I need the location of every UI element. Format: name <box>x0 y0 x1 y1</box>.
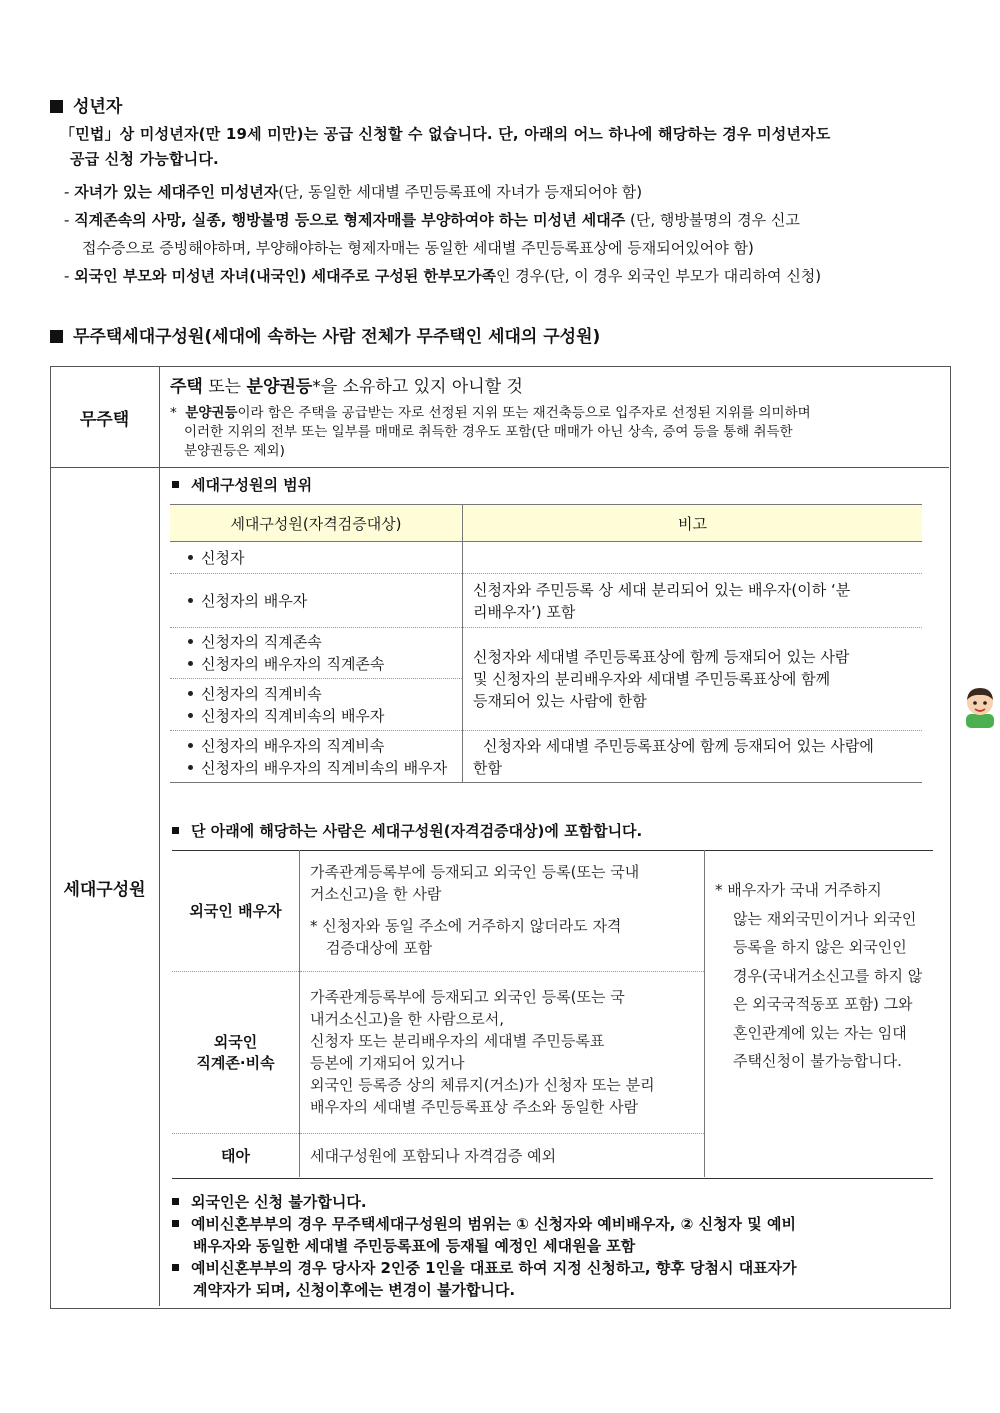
bullet-dot-icon <box>188 765 193 770</box>
bullet-dot-icon <box>188 555 193 560</box>
child-avatar-icon[interactable] <box>962 684 998 728</box>
minor-item-2: - 직계존속의 사망, 실종, 행방불명 등으로 형제자매를 부양하여야 하는 미성년 세대주 (단, 행방불명의 경우 신고 <box>64 211 800 229</box>
square-bullet-icon <box>172 827 179 834</box>
section-title-adult: 성년자 <box>50 92 122 117</box>
member-cell: 신청자의 배우자의 직계비속 신청자의 배우자의 직계비속의 배우자 <box>170 731 463 783</box>
main-table-row-divider <box>51 467 949 468</box>
intro-paragraph <box>60 122 960 172</box>
square-bullet-icon <box>50 330 63 343</box>
minor-item-1: - 자녀가 있는 세대주인 미성년자(단, 동일한 세대별 주민등록표에 자녀가 등재되어야 함) <box>64 183 643 201</box>
foreign-spouse-desc: 가족관계등록부에 등재되고 외국인 등록(또는 국내 거소신고)을 한 사람 * 신청자와 동일 주소에 거주하지 않더라도 자격 검증대상에 포함 <box>300 850 705 971</box>
note-1: 외국인은 신청 불가합니다. <box>172 1191 942 1213</box>
foreigner-table <box>172 850 933 1177</box>
square-bullet-icon <box>172 1264 179 1271</box>
note-2: 예비신혼부부의 경우 무주택세대구성원의 범위는 ① 신청자와 예비배우자, ② 신청자 및 예비 <box>172 1213 942 1235</box>
intro-line-2: 공급 신청 가능합니다. <box>70 150 219 168</box>
label-fetus: 태아 <box>172 1133 300 1177</box>
scope-title: 세대구성원의 범위 <box>172 474 312 495</box>
homeless-condition: 주택 또는 분양권등*을 소유하고 있지 아니할 것 <box>170 377 523 397</box>
row-label-homeless: 무주택 <box>50 367 160 467</box>
bullet-dot-icon <box>188 691 193 696</box>
member-cell: 신청자의 직계비속 신청자의 직계비속의 배우자 <box>170 679 463 731</box>
intro-line-1: 「민법」상 미성년자(만 19세 미만)는 공급 신청할 수 없습니다. 단, 아래의 어느 하나에 해당하는 경우 미성년자도 <box>60 125 831 143</box>
minor-item-2-cont: 접수증으로 증빙해야하며, 부양해야하는 형제자매는 동일한 세대별 주민등록표상에 등재되어있어야 함) <box>82 239 754 257</box>
bullet-dot-icon <box>188 661 193 666</box>
square-bullet-icon <box>172 481 179 488</box>
label-foreign-spouse: 외국인 배우자 <box>172 850 300 971</box>
minor-item-3: - 외국인 부모와 미성년 자녀(내국인) 세대주로 구성된 한부모가족인 경우(단, 이 경우 외국인 부모가 대리하여 신청) <box>64 267 822 285</box>
remark-cell: 신청자와 세대별 주민등록표상에 함께 등재되어 있는 사람 및 신청자의 분리배우자와 세대별 주민등록표상에 함께 등재되어 있는 사람에 한함 <box>463 628 923 731</box>
label-foreign-lineal: 외국인 직계존·비속 <box>172 971 300 1133</box>
remark-cell: 신청자와 주민등록 상 세대 분리되어 있는 배우자(이하 ‘분 리배우자’) 포함 <box>463 574 923 628</box>
header-remarks: 비고 <box>463 505 923 542</box>
final-notes: 외국인은 신청 불가합니다. 예비신혼부부의 경우 무주택세대구성원의 범위는 ① 신청자와 예비배우자, ② 신청자 및 예비 배우자와 동일한 세대별 주민등록표에 등재될 예정인 세대원을 포함 예비신혼부부의 경우 당사자 2인중 1인을 대표로 하여 지정 신청하고, 향후 당첨시 대표자가 계약자가 되며, 신청이후에는 변경이 불가합니다. <box>172 1191 942 1301</box>
include-title: 단 아래에 해당하는 사람은 세대구성원(자격검증대상)에 포함합니다. <box>172 820 642 841</box>
member-cell: 신청자의 배우자 <box>170 574 463 628</box>
row-label-household-member: 세대구성원 <box>50 468 160 1306</box>
remark-cell: 신청자와 세대별 주민등록표상에 함께 등재되어 있는 사람에 한함 <box>463 731 923 783</box>
bullet-dot-icon <box>188 598 193 603</box>
household-scope-table <box>170 504 922 783</box>
bullet-dot-icon <box>188 743 193 748</box>
presale-right-note: * 분양권등이라 함은 주택을 공급받는 자로 선정된 지위 또는 재건축등으로 입주자로 선정된 지위를 의미하며 이러한 지위의 전부 또는 일부를 매매로 취득한 경우도 포함(단 매매가 아닌 상속, 증여 등을 통해 취득한 분양권등은 제외) <box>170 405 811 459</box>
square-bullet-icon <box>172 1198 179 1205</box>
fetus-desc: 세대구성원에 포함되나 자격검증 예외 <box>300 1133 705 1177</box>
foreign-lineal-desc: 가족관계등록부에 등재되고 외국인 등록(또는 국 내거소신고)을 한 사람으로서, 신청자 또는 분리배우자의 세대별 주민등록표 등본에 기재되어 있거나 외국인 등록증 상의 체류지(거소)가 신청자 또는 분리 배우자의 세대별 주민등록표상 주소와 동일한 사람 <box>300 971 705 1133</box>
remark-cell-empty <box>463 542 923 574</box>
member-cell: 신청자의 직계존속 신청자의 배우자의 직계존속 <box>170 628 463 679</box>
table2-bottom-border <box>172 1178 933 1179</box>
note-3: 예비신혼부부의 경우 당사자 2인중 1인을 대표로 하여 지정 신청하고, 향후 당첨시 대표자가 <box>172 1257 942 1279</box>
square-bullet-icon <box>50 100 63 113</box>
header-member: 세대구성원(자격검증대상) <box>170 505 463 542</box>
bullet-dot-icon <box>188 639 193 644</box>
section-title-homeless-household: 무주택세대구성원(세대에 속하는 사람 전체가 무주택인 세대의 구성원) <box>50 322 600 347</box>
square-bullet-icon <box>172 1220 179 1227</box>
foreigner-side-note: * 배우자가 국내 거주하지 않는 재외국민이거나 외국인 등록을 하지 않은 외국인인 경우(국내거소신고를 하지 않 은 외국국적동포 포함) 그와 혼인관계에 있는 자는 임대 주택신청이 불가능합니다. <box>715 881 923 1070</box>
member-cell: 신청자 <box>170 542 463 574</box>
bullet-dot-icon <box>188 713 193 718</box>
